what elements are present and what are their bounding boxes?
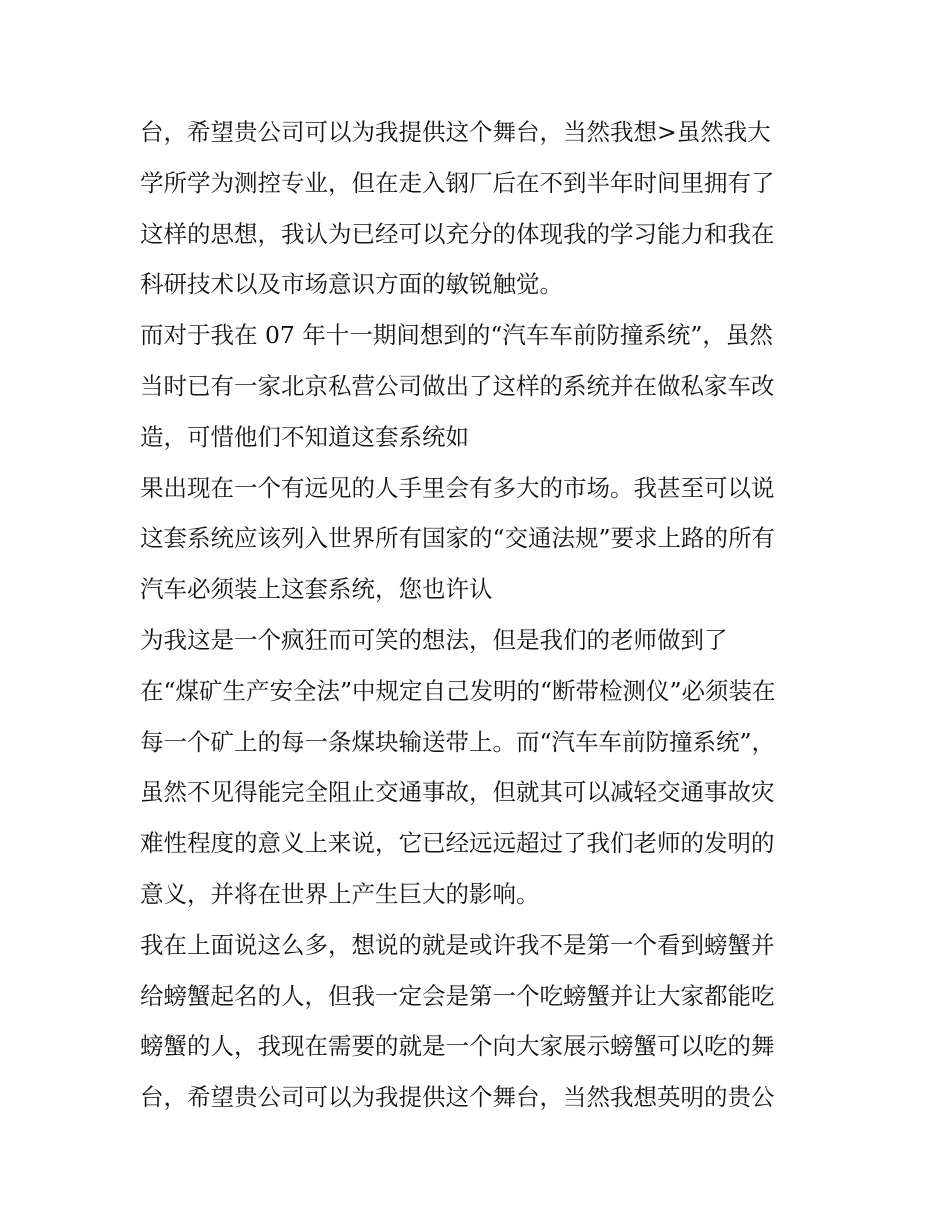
text-line-19: 螃蟹的人，我现在需要的就是一个向大家展示螃蟹可以吃的舞	[140, 1032, 775, 1061]
text-line-17: 我在上面说这么多，想说的就是或许我不是第一个看到螃蟹并	[140, 930, 775, 959]
text-line-1: 台，希望贵公司可以为我提供这个舞台，当然我想>虽然我大	[140, 118, 771, 146]
text-line-16: 意义，并将在世界上产生巨大的影响。	[140, 879, 540, 908]
text-line-14: 虽然不见得能完全阻止交通事故，但就其可以减轻交通事故灾	[140, 778, 775, 807]
text-line-7: 造，可惜他们不知道这套系统如	[140, 422, 469, 451]
text-line-3: 这样的思想，我认为已经可以充分的体现我的学习能力和我在	[140, 219, 775, 248]
text-line-4: 科研技术以及市场意识方面的敏锐触觉。	[140, 270, 563, 299]
text-line-9: 这套系统应该列入世界所有国家的“交通法规”要求上路的所有	[140, 524, 776, 553]
text-line-13: 每一个矿上的每一条煤块输送带上。而“汽车车前防撞系统”，	[140, 727, 776, 756]
text-line-6: 当时已有一家北京私营公司做出了这样的系统并在做私家车改	[140, 371, 775, 400]
body-text	[140, 107, 830, 1123]
text-line-5: 而对于我在 07 年十一期间想到的“汽车车前防撞系统”，虽然	[140, 321, 773, 350]
text-line-2: 学所学为测控专业，但在走入钢厂后在不到半年时间里拥有了	[140, 168, 775, 197]
text-line-20: 台，希望贵公司可以为我提供这个舞台，当然我想英明的贵公	[140, 1083, 775, 1112]
text-line-10: 汽车必须装上这套系统，您也许认	[140, 575, 493, 604]
text-line-18: 给螃蟹起名的人，但我一定会是第一个吃螃蟹并让大家都能吃	[140, 981, 775, 1010]
text-line-12: 在“煤矿生产安全法”中规定自己发明的“断带检测仪”必须装在	[140, 676, 776, 705]
text-line-8: 果出现在一个有远见的人手里会有多大的市场。我甚至可以说	[140, 473, 775, 502]
text-line-15: 难性程度的意义上来说，它已经远远超过了我们老师的发明的	[140, 829, 775, 858]
text-line-11: 为我这是一个疯狂而可笑的想法，但是我们的老师做到了	[140, 625, 728, 654]
